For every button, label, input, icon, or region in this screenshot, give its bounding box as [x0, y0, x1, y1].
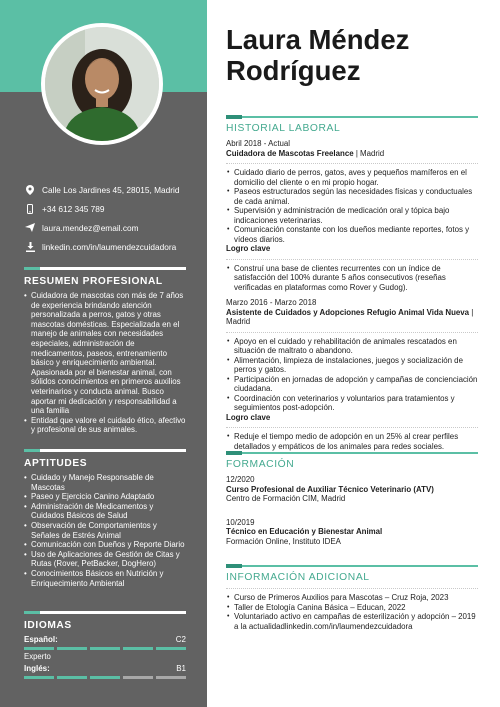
job-date: Marzo 2016 - Marzo 2018	[226, 298, 317, 307]
education-title-text: Curso Profesional de Auxiliar Técnico Veterinario (ATV)	[226, 484, 434, 494]
language-level-segment	[57, 647, 87, 650]
idiomas-heading: IDIOMAS	[24, 620, 72, 631]
phone-icon	[24, 203, 36, 215]
education-title-text: Técnico en Educación y Bienestar Animal	[226, 527, 383, 536]
entry-divider	[226, 259, 478, 260]
name-line-1: Laura Méndez	[226, 24, 410, 55]
entry-divider	[226, 332, 478, 333]
resumen-heading: RESUMEN PROFESIONAL	[24, 276, 163, 287]
adicional-heading: INFORMACIÓN ADICIONAL	[226, 572, 370, 583]
language-spanish	[24, 635, 186, 661]
job-bullets	[226, 168, 478, 244]
phone-text: +34 612 345 789	[42, 203, 105, 214]
list-item: • Paseos estructurados según las necesidades físicas y conductuales de cada animal.	[226, 187, 478, 206]
entry-divider	[226, 163, 478, 164]
list-item: • Apoyo en el cuidado y rehabilitación de animales rescatados en situación de maltrato o abandono.	[226, 337, 478, 356]
list-item: • Coordinación con veterinarios y voluntarios para tratamientos y seguimientos post-adopción.	[226, 394, 478, 413]
historial-heading: HISTORIAL LABORAL	[226, 123, 341, 134]
contact-address	[24, 180, 199, 199]
section-divider	[24, 267, 186, 270]
name-line-2: Rodríguez	[226, 54, 361, 86]
logro-bullets	[226, 432, 478, 451]
language-level-segment	[90, 647, 120, 650]
language-level-bar	[24, 676, 186, 679]
aptitudes-section	[24, 449, 186, 588]
sidebar	[0, 0, 207, 707]
job-bullets	[226, 337, 478, 413]
list-item: • Uso de Aplicaciones de Gestión de Citas y Rutas (Rover, PetBacker, DogHero)	[24, 550, 186, 569]
language-level-segment	[24, 647, 54, 650]
list-item: • Construí una base de clientes recurrentes con un índice de satisfacción del 100% durante 5 años consecutivos (reseñas verificadas en plataformas como Rover y Gudog).	[226, 264, 478, 293]
adicional-section	[226, 565, 478, 631]
language-name: Inglés:	[24, 664, 50, 673]
language-level-bar	[24, 647, 186, 650]
entry-divider	[226, 588, 478, 589]
job-title-line	[226, 149, 478, 159]
candidate-name	[226, 25, 486, 86]
language-level-code: C2	[175, 635, 186, 644]
education-title	[226, 485, 478, 495]
list-item: • Curso de Primeros Auxilios para Mascotas – Cruz Roja, 2023	[226, 593, 478, 603]
education-institution: Formación Online, Instituto IDEA	[226, 536, 341, 546]
list-item: • Comunicación constante con los dueños mediante reportes, fotos y vídeos diarios.	[226, 225, 478, 244]
list-item: • Comunicación con Dueños y Reporte Diario	[24, 540, 186, 550]
linkedin-text[interactable]: linkedin.com/in/laumendezcuidadora	[42, 241, 177, 252]
contact-email	[24, 218, 199, 237]
language-level-segment	[156, 676, 186, 679]
list-item: • Cuidado diario de perros, gatos, aves y pequeños mamíferos en el domicilio del cliente o en mi propio hogar.	[226, 168, 478, 187]
language-level-segment	[24, 676, 54, 679]
adicional-list	[226, 593, 478, 631]
list-item: • Cuidado y Manejo Responsable de Mascotas	[24, 473, 186, 492]
aptitudes-list	[24, 473, 186, 588]
entry-divider	[226, 427, 478, 428]
send-icon	[24, 222, 36, 234]
formacion-heading: FORMACIÓN	[226, 459, 295, 470]
list-item: • Observación de Comportamientos y Señales de Estrés Animal	[24, 521, 186, 540]
list-item: • Supervisión y administración de medicación oral y tópica bajo indicaciones veterinarias.	[226, 206, 478, 225]
address-text: Calle Los Jardines 45, 28015, Madrid	[42, 184, 180, 195]
job-date: Abril 2018 - Actual	[226, 139, 291, 148]
location-pin-icon	[24, 184, 36, 196]
resumen-list	[24, 291, 186, 435]
list-item: • Participación en jornadas de adopción y campañas de concienciación ciudadana.	[226, 375, 478, 394]
job-place: | Madrid	[226, 307, 474, 326]
download-icon	[24, 241, 36, 253]
list-item: • Taller de Etología Canina Básica – Educan, 2022	[226, 603, 478, 613]
language-name: Español:	[24, 635, 58, 644]
list-item: • Entidad que valore el cuidado ético, afectivo y profesional de sus animales.	[24, 416, 186, 435]
list-item: • Alimentación, limpieza de instalaciones, juegos y socialización de perros y gatos.	[226, 356, 478, 375]
language-level-label: Experto	[24, 652, 51, 661]
contact-phone	[24, 199, 199, 218]
education-entry	[226, 518, 478, 547]
logro-label: Logro clave	[226, 244, 271, 253]
language-level-segment	[57, 676, 87, 679]
language-level-segment	[90, 676, 120, 679]
section-divider	[226, 452, 478, 454]
job-entry	[226, 298, 478, 451]
logro-bullets	[226, 264, 478, 293]
historial-section	[226, 116, 478, 451]
job-place: | Madrid	[353, 148, 385, 158]
section-divider	[24, 611, 186, 614]
education-title	[226, 527, 478, 537]
education-institution: Centro de Formación CIM, Madrid	[226, 494, 346, 503]
list-item: • Paseo y Ejercicio Canino Adaptado	[24, 492, 186, 502]
education-date: 10/2019	[226, 517, 255, 527]
language-level-segment	[156, 647, 186, 650]
list-item: • Reduje el tiempo medio de adopción en un 25% al crear perfiles detallados y empáticos de los animales para redes sociales.	[226, 432, 478, 451]
job-title: Asistente de Cuidados y Adopciones Refugio Animal Vida Nueva	[226, 307, 470, 317]
email-text[interactable]: laura.mendez@email.com	[42, 222, 139, 233]
logro-label: Logro clave	[226, 412, 271, 422]
job-entry	[226, 139, 478, 292]
formacion-section	[226, 452, 478, 546]
section-divider	[226, 116, 478, 118]
contact-linkedin	[24, 237, 199, 256]
education-entry	[226, 475, 478, 504]
list-item: • Administración de Medicamentos y Cuidados Básicos de Salud	[24, 502, 186, 521]
job-title-line	[226, 308, 478, 327]
section-divider	[24, 449, 186, 452]
language-level-code: B1	[176, 664, 186, 673]
idiomas-section	[24, 611, 186, 679]
section-divider	[226, 565, 478, 567]
language-english	[24, 664, 186, 679]
profile-photo	[45, 27, 159, 141]
list-item: • Cuidadora de mascotas con más de 7 años de experiencia brindando atención personalizada a perros, gatos y otras mascotas domésticas. Especializada en el manejo de animales con necesidades especiales, administración de medicamentos, paseos, entrenamiento básico y enriquecimiento ambiental. Apasionada por el bienestar animal, con sólidos conocimientos en primeros auxilios veterinarios y conducta animal. Busco aportar mi dedicación y responsabilidad a una familia	[24, 291, 186, 416]
language-level-segment	[123, 647, 153, 650]
list-item: • Conocimientos Básicos en Nutrición y Enriquecimiento Ambiental	[24, 569, 186, 588]
language-level-segment	[123, 676, 153, 679]
list-item: • Voluntariado activo en campañas de esterilización y adopción – 2019 a la actualidadlinkedin.com/in/laumendezcuidadora	[226, 612, 478, 631]
resumen-section	[24, 267, 186, 435]
education-date: 12/2020	[226, 475, 255, 484]
contact-info	[24, 180, 199, 256]
job-title: Cuidadora de Mascotas Freelance	[226, 148, 354, 158]
aptitudes-heading: APTITUDES	[24, 458, 88, 469]
